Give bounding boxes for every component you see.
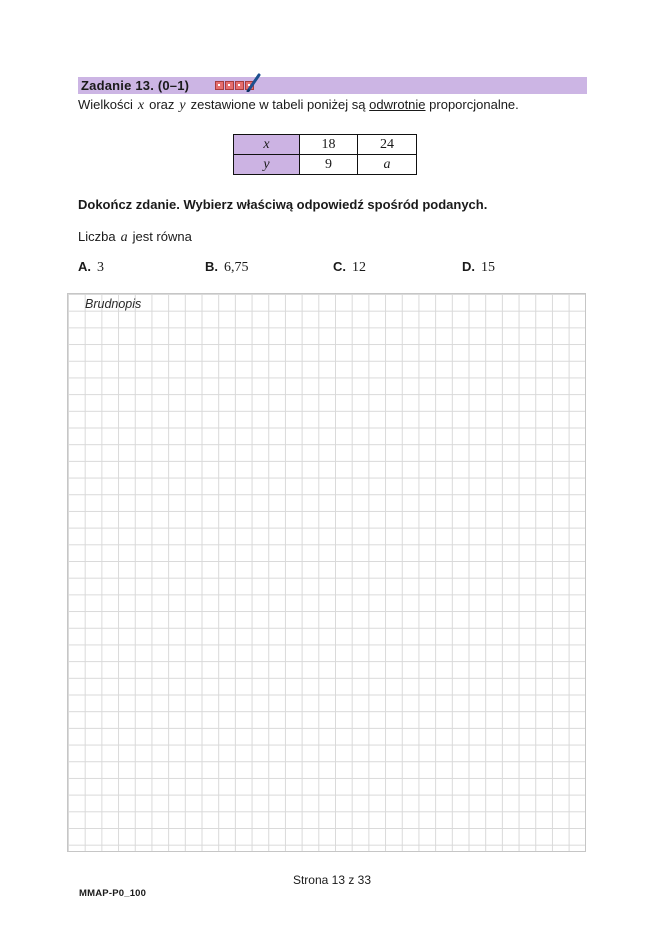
intro-text: proporcjonalne. — [429, 97, 519, 112]
score-squares-icon — [215, 81, 254, 90]
option-d-letter: D. — [462, 259, 475, 274]
cell-y1: 9 — [300, 155, 358, 175]
option-a-value: 3 — [97, 260, 104, 275]
score-square-icon — [235, 81, 244, 90]
question-suffix: jest równa — [132, 229, 192, 244]
option-d — [462, 258, 495, 276]
option-a — [78, 258, 104, 276]
variable-x: x — [137, 98, 145, 113]
row-label-y: y — [234, 155, 300, 175]
cell-x1: 18 — [300, 135, 358, 155]
row-label-x: x — [234, 135, 300, 155]
task-title: Zadanie 13. (0–1) — [81, 78, 190, 93]
task-intro — [78, 97, 519, 114]
option-c — [333, 258, 366, 276]
pen-icon — [245, 72, 263, 97]
underlined-word: odwrotnie — [369, 97, 426, 112]
page-indicator: Strona 13 z 33 — [292, 873, 372, 887]
option-b — [205, 258, 249, 276]
proportion-table — [233, 134, 417, 175]
answer-options — [78, 258, 578, 276]
option-c-value: 12 — [352, 260, 366, 275]
option-a-letter: A. — [78, 259, 91, 274]
intro-text: zestawione w tabeli poniżej są — [190, 97, 366, 112]
table-row-x — [234, 135, 417, 155]
cell-y2-variable-a: a — [358, 155, 417, 175]
option-d-value: 15 — [481, 260, 495, 275]
question-prefix: Liczba — [78, 229, 116, 244]
task-instruction: Dokończ zdanie. Wybierz właściwą odpowiedź spośród podanych. — [78, 197, 488, 212]
score-square-icon — [215, 81, 224, 90]
intro-text: Wielkości — [78, 97, 133, 112]
option-c-letter: C. — [333, 259, 346, 274]
scratchpad-grid — [67, 293, 586, 852]
cell-x2: 24 — [358, 135, 417, 155]
option-b-value: 6,75 — [224, 260, 249, 275]
question-line — [78, 229, 192, 246]
task-header-bar — [78, 77, 587, 94]
score-square-icon — [225, 81, 234, 90]
option-b-letter: B. — [205, 259, 218, 274]
scratchpad-label: Brudnopis — [85, 297, 142, 311]
variable-y: y — [179, 98, 186, 113]
table-row-y — [234, 155, 417, 175]
variable-a: a — [120, 230, 128, 245]
footer-code: MMAP-P0_100 — [79, 888, 147, 899]
intro-text: oraz — [149, 97, 175, 112]
